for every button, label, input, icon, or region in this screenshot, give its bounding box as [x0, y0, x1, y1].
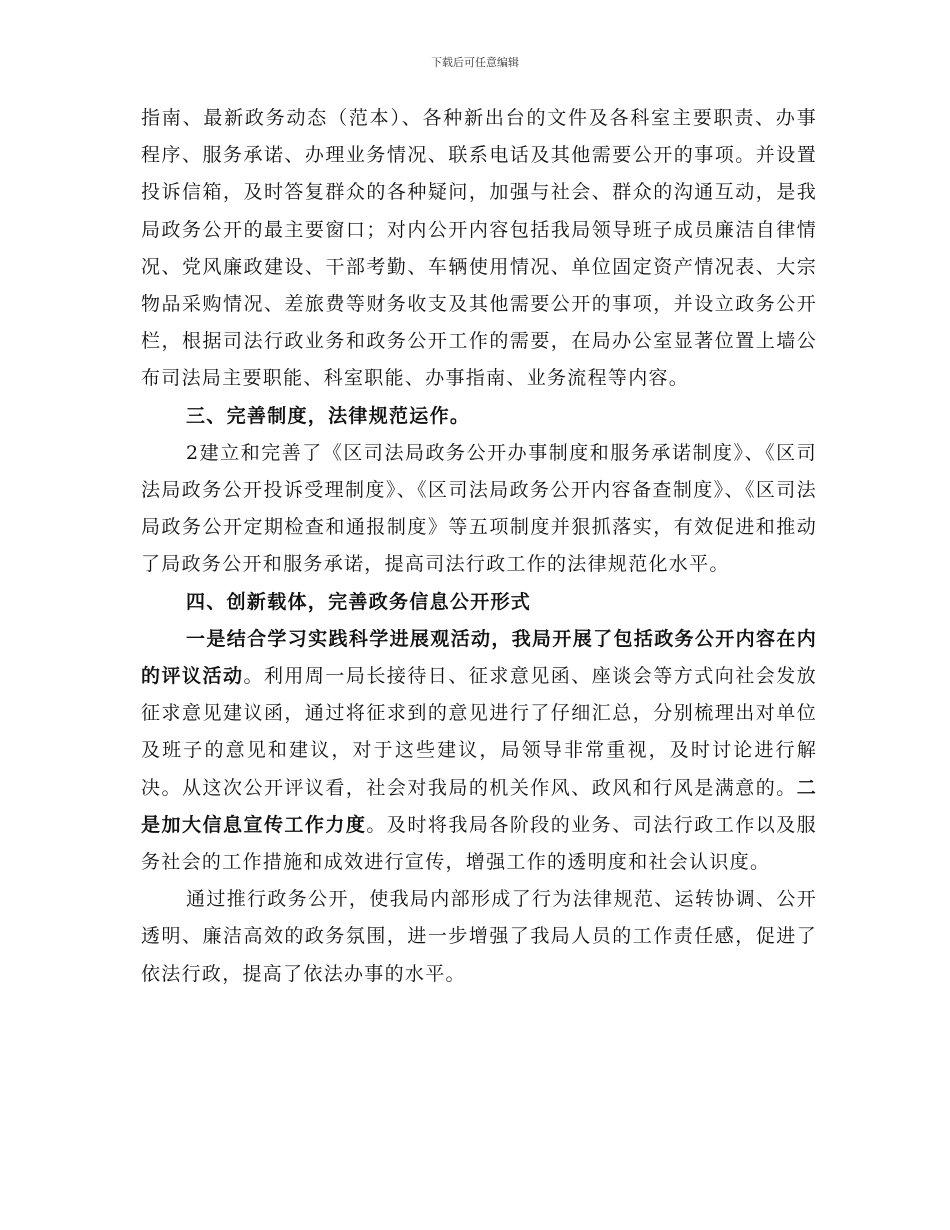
- section-heading-4: 四、创新载体，完善政务信息公开形式: [186, 590, 532, 613]
- paragraph-innovation: [141, 621, 817, 881]
- document-body: [141, 100, 817, 993]
- paragraph-text-1: 。利用周一局长接待日、征求意见函、座谈会等方式向社会发放征求意见建议函，通过将征求到的意见进行了仔细汇总，分别梳理出对单位及班子的意见和建议，对于这些建议，局领导非常重视，及时讨论进行解决。从这次公开评议看，社会对我局的机关作风、政风和行风是满意的。: [141, 665, 817, 799]
- bold-phrase-1: 一是结合学习实践科学进展观活动，我局开展了包括政务公开内容在内的评议活动: [141, 627, 817, 688]
- paragraph-regulations: 2建立和完善了《区司法局政务公开办事制度和服务承诺制度》、《区司法局政务公开投诉受理制度》、《区司法局政务公开内容备查制度》、《区司法局政务公开定期检查和通报制度》等五项制度并狠抓落实，有效促进和推动了局政务公开和服务承诺，提高司法行政工作的法律规范化水平。: [141, 441, 817, 576]
- page-header: 下载后可任意编辑: [431, 56, 519, 69]
- bold-phrase-2: 二是加大信息宣传工作力度: [141, 776, 817, 836]
- section-heading-3: 三、完善制度，法律规范运作。: [186, 404, 471, 427]
- paragraph-conclusion: 通过推行政务公开，使我局内部形成了行为法律规范、运转协调、公开透明、廉洁高效的政务氛围，进一步增强了我局人员的工作责任感，促进了依法行政，提高了依法办事的水平。: [141, 888, 817, 985]
- paragraph-continued: 指南、最新政务动态（范本）、各种新出台的文件及各科室主要职责、办事程序、服务承诺、办理业务情况、联系电话及其他需要公开的事项。并设置投诉信箱，及时答复群众的各种疑问，加强与社会、群众的沟通互动，是我局政务公开的最主要窗口；对内公开内容包括我局领导班子成员廉洁自律情况、党风廉政建设、干部考勤、车辆使用情况、单位固定资产情况表、大宗物品采购情况、差旅费等财务收支及其他需要公开的事项，并设立政务公开栏，根据司法行政业务和政务公开工作的需要，在局办公室显著位置上墙公布司法局主要职能、科室职能、办事指南、业务流程等内容。: [141, 107, 817, 390]
- paragraph-text-2: 。及时将我局各阶段的业务、司法行政工作以及服务社会的工作措施和成效进行宣传，增强工作的透明度和社会认识度。: [141, 813, 817, 874]
